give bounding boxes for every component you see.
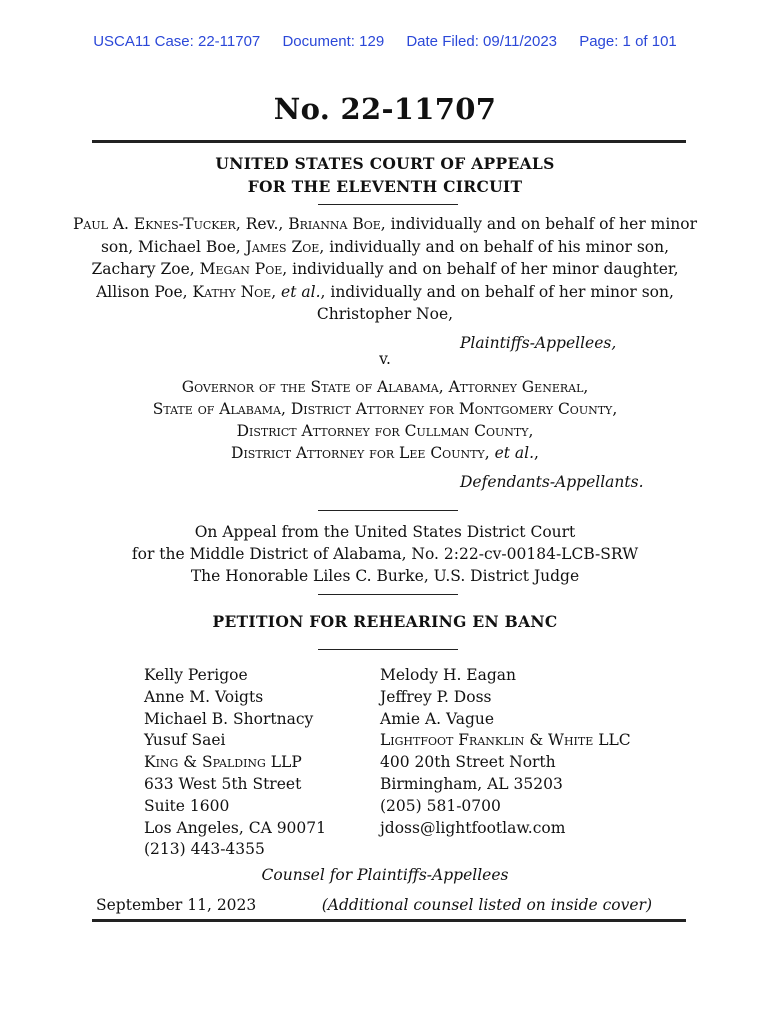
defendants-role: Defendants-Appellants. (460, 473, 644, 491)
plaintiff-name: Kathy Noe (192, 282, 272, 301)
defendants-line-4-end: , (534, 444, 539, 462)
bottom-rule (92, 919, 686, 922)
filing-header (0, 33, 770, 50)
firm-name: Lightfoot Franklin & White LLC (380, 731, 631, 750)
court-line-2: FOR THE ELEVENTH CIRCUIT (247, 177, 523, 196)
firm-name: King & Spalding LLP (144, 753, 302, 772)
defendants-line-4 (60, 442, 710, 464)
header-document: Document: 129 (282, 33, 385, 50)
counsel-for: Counsel for Plaintiffs-Appellees (261, 866, 509, 884)
counsel-line: Amie A. Vague (380, 709, 495, 728)
counsel-line: (205) 581-0700 (380, 796, 501, 815)
appeal-line-1: On Appeal from the United States District Court (194, 523, 576, 541)
counsel-email: jdoss@lightfootlaw.com (380, 818, 566, 837)
counsel-right (380, 665, 631, 839)
plaintiff-text: , individually and on behalf of her minor daughter, Allison Poe, (96, 260, 679, 301)
filing-date: September 11, 2023 (96, 896, 257, 914)
plaintiff-text: , Rev., (235, 215, 289, 233)
plaintiff-name: Brianna Boe (288, 215, 381, 233)
plaintiff-text: , individually and on behalf of his minor son, Zachary Zoe, (91, 237, 670, 278)
plaintiff-text: , individually and on behalf of her minor son, Christopher Noe, (316, 282, 674, 323)
petition-rule (318, 649, 458, 650)
defendants-block (60, 376, 710, 464)
appeal-line-2: for the Middle District of Alabama, No. 2:22-cv-00184-LCB-SRW (131, 545, 639, 563)
counsel-line: 400 20th Street North (380, 753, 556, 772)
header-page: Page: 1 of 101 (579, 33, 677, 50)
case-number: No. 22-11707 (273, 92, 497, 126)
et-al: et al. (281, 282, 321, 301)
petition-title: PETITION FOR REHEARING EN BANC (212, 612, 558, 631)
top-rule (92, 140, 686, 143)
et-al: et al. (494, 444, 535, 462)
defendants-line-2: State of Alabama, District Attorney for Montgomery County, (152, 400, 618, 418)
header-date-filed: Date Filed: 09/11/2023 (406, 33, 558, 50)
counsel-line: Melody H. Eagan (380, 666, 517, 684)
counsel-line: (213) 443-4355 (144, 840, 265, 859)
appeal-block (40, 521, 730, 587)
plaintiff-text: , individually and on behalf of her minor son, Michael Boe, (100, 215, 698, 256)
plaintiffs-role: Plaintiffs-Appellees, (460, 334, 617, 352)
plaintiff-name: Paul A. Eknes-Tucker (72, 215, 236, 233)
counsel-line: Yusuf Saei (144, 731, 226, 750)
defendants-line-3: District Attorney for Cullman County, (236, 422, 534, 440)
court-line-1: UNITED STATES COURT OF APPEALS (215, 154, 555, 173)
counsel-line: Los Angeles, CA 90071 (144, 818, 327, 837)
appeal-rule (318, 594, 458, 595)
additional-counsel-note: (Additional counsel listed on inside cover) (321, 896, 652, 914)
counsel-line: Birmingham, AL 35203 (380, 774, 563, 793)
plaintiff-text: , (271, 282, 282, 301)
appeal-line-3: The Honorable Liles C. Burke, U.S. District Judge (190, 567, 580, 585)
plaintiff-name: James Zoe (245, 237, 320, 256)
court-rule (318, 204, 458, 205)
defendants-rule (318, 510, 458, 511)
counsel-line: Suite 1600 (144, 796, 230, 815)
counsel-left (144, 665, 326, 861)
plaintiffs-block (70, 213, 700, 326)
counsel-line: Michael B. Shortnacy (144, 709, 314, 728)
counsel-line: 633 West 5th Street (144, 774, 302, 793)
defendants-line-4-text: District Attorney for Lee County, (231, 444, 495, 462)
plaintiff-name: Megan Poe (199, 260, 283, 278)
defendants-line-1: Governor of the State of Alabama, Attorney General, (181, 378, 589, 396)
counsel-line: Kelly Perigoe (144, 666, 248, 684)
header-case: USCA11 Case: 22-11707 (93, 33, 261, 50)
court-name (60, 152, 710, 198)
versus: v. (379, 350, 391, 368)
counsel-line: Anne M. Voigts (144, 687, 264, 706)
counsel-line: Jeffrey P. Doss (380, 687, 492, 706)
